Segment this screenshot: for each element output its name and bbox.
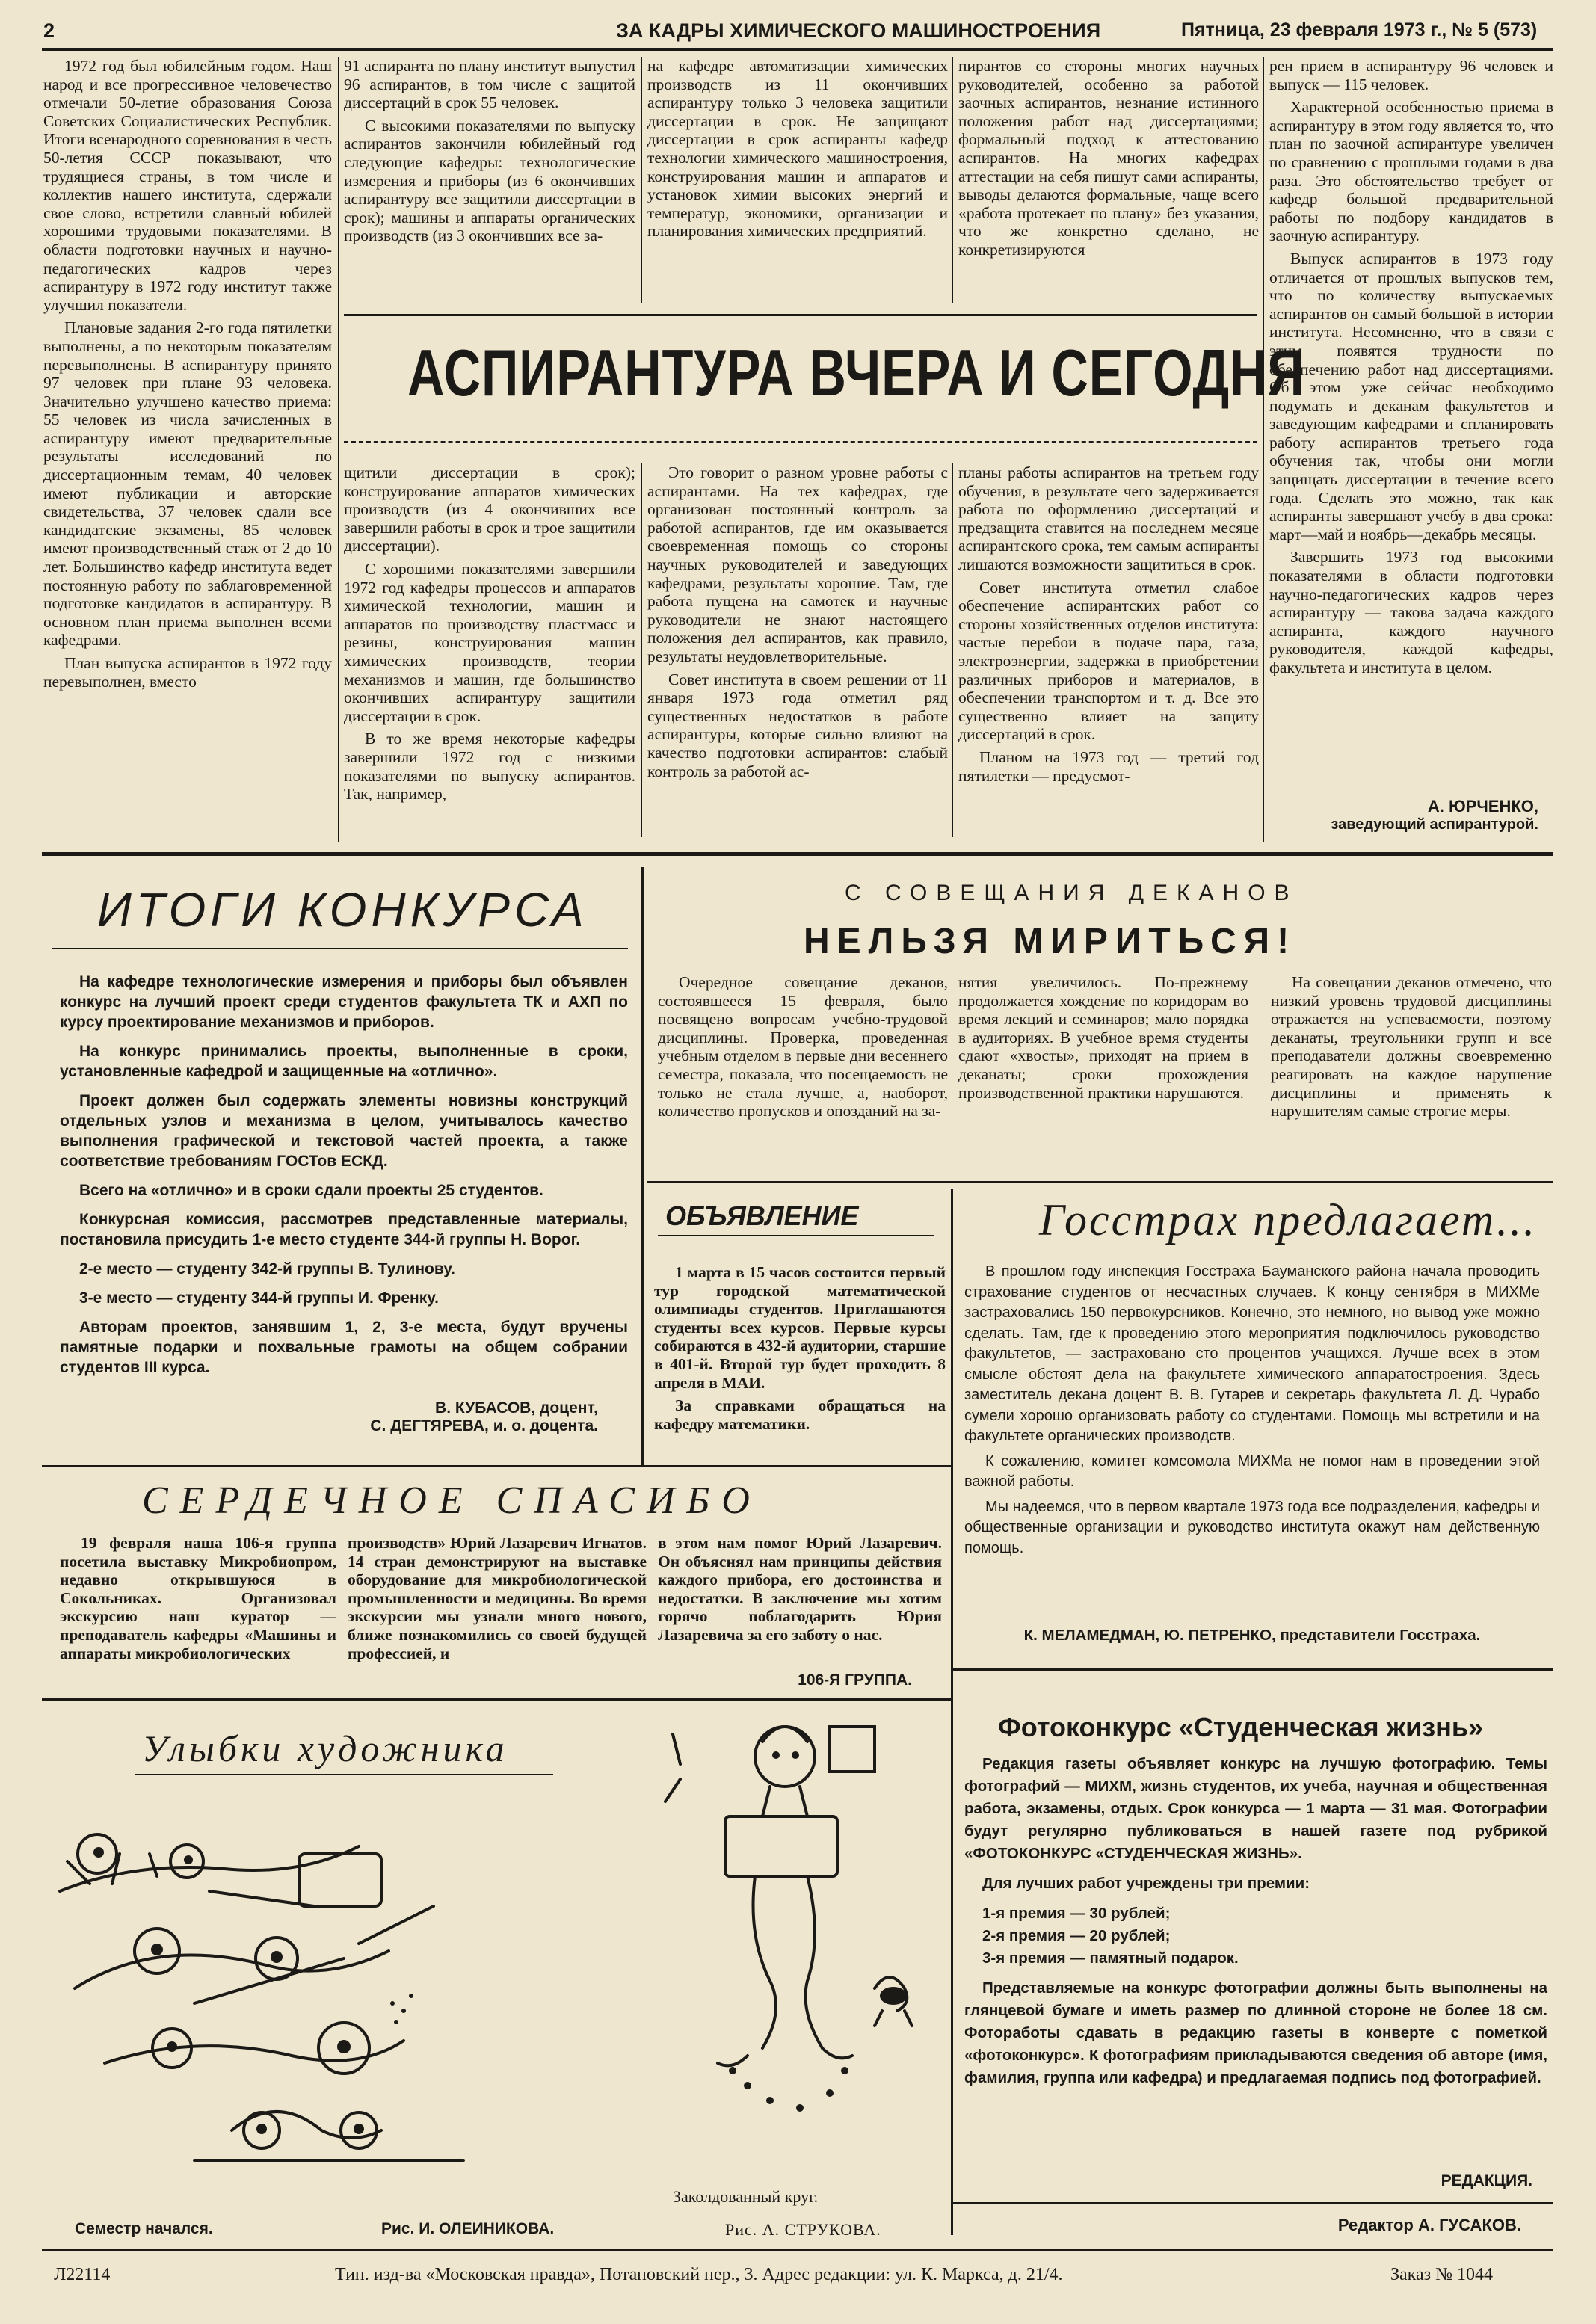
column-divider	[952, 57, 953, 303]
vertical-rule	[951, 1682, 953, 2235]
cartoons-title-rule	[135, 1774, 553, 1775]
dekany-col1: Очередное совещание деканов, состоявшееся 15 февраля, было посвящено вопросам учебно-трудовой дисциплины. Проверка, проведенная учебным отделом в первые дни весеннего семестра, показала, что посещаемость не только не стала лучше, а, наоборот, количество пропусков и опозданий на за-	[658, 973, 948, 1121]
konkurs-title: ИТОГИ КОНКУРСА	[97, 883, 588, 937]
caption-enchanted-circle: Заколдованный круг.	[673, 2187, 819, 2206]
column-divider	[641, 57, 642, 303]
title-rule-top	[344, 314, 1257, 316]
column-divider	[338, 57, 339, 842]
obyavlenie-text: 1 марта в 15 часов состоится первый тур городской математической олимпиады студентов. Приглашаются студенты всех курсов. Первые курсы собираются в 432-й аудитории, старшие в 401-й. Второй тур будет проходить 8 апреля в МАИ. За справками обращаться на кафедру математики.	[654, 1263, 946, 1433]
section-rule	[42, 852, 1553, 856]
column-divider	[1263, 57, 1264, 842]
aspirantura-col2-bottom: щитили диссертации в срок); конструирование аппаратов химических производств (из 4 окончивших все завершили работы в срок и трое защитили диссертации). С хорошими показателями завершили 1972 год кафедры процессов и аппаратов химической технологии, машин и аппаратов по производству пластмасс и резины, конструирования машин химических производств, теории механизмов и машин, где большинство окончивших аспирантуру защитили диссертации в срок. В то же время некоторые кафедры завершили 1972 год с низкими показателями по выпуску аспирантов. Так, например,	[344, 463, 635, 804]
vertical-rule	[641, 867, 644, 1465]
footer-code: Л22114	[54, 2265, 111, 2284]
dekany-col2: нятия увеличилось. По-прежнему продолжается хождение по коридорам во время лекций и семинаров; мало порядка в аудиториях. В учебное время студенты сдают «хвосты», приходят на прием в деканаты; сроки прохождения производственной практики нарушаются.	[958, 973, 1248, 1102]
column-divider	[641, 463, 642, 837]
page-header	[43, 13, 1553, 48]
spasibo-col2: производств» Юрий Лазаревич Игнатов. 14 стран демонстрируют на выставке оборудование для микробиологической промышленности и медицины. Во время экскурсии мы узнали много нового, ближе познакомились со своей будущей профессией, и	[348, 1534, 647, 1662]
fotokonkurs-signature: РЕДАКЦИЯ.	[1441, 2172, 1532, 2189]
aspirantura-col4-top: пирантов со стороны многих научных руководителей, особенно за работой заочных аспирантов, незнание истинного положения работ над диссертациями; формальный подход к аттестованию аспирантов. На многих кафедрах аттестации на себя пишут сами аспиранты, выводы делаются формальные, чаще всего «работа протекает по плану» без указания, что же конкретно сделано, не конкретизируются	[958, 57, 1259, 259]
section-rule	[42, 1465, 952, 1467]
gosstrakh-signature: К. МЕЛАМЕДМАН, Ю. ПЕТРЕНКО, представители Госстраха.	[1023, 1627, 1481, 1644]
author-strukova: Рис. А. СТРУКОВА.	[725, 2220, 881, 2239]
section-rule	[42, 1698, 952, 1701]
aspirantura-col2-top: 91 аспиранта по плану институт выпустил 96 аспирантов, в том числе с защитой диссертаций в срок 55 человек. С высокими показателями по выпуску аспирантов закончили юбилейный год следующие кафедры: технологические измерения и приборы (из 6 окончивших аспирантуру все защитили диссертации в срок); машины и аппараты органических производств (из 3 окончивших все за-	[344, 57, 635, 245]
caption-semester-started: Семестр начался.	[75, 2220, 213, 2237]
author-olejnikova: Рис. И. ОЛЕИНИКОВА.	[381, 2220, 555, 2237]
aspirantura-col5: рен прием в аспирантуру 96 человек и выпуск — 115 человек. Характерной особенностью приема в аспирантуру в этом году является то, что план по заочной аспирантуре увеличен по сравнению с прошлыми годами в два раза. Это обстоятельство требует от кафедр большой предварительной работы по подбору кандидатов в заочную аспирантуру. Выпуск аспирантов в 1973 году отличается от прошлых выпусков тем, что по количеству выпускаемых аспирантов он самый большой в истории института. Несомненно, что в связи с этим появятся трудности по обеспечению работ над диссертациями. Об этом уже сейчас необходимо подумать и деканам факультетов и заведующим кафедрами и спланировать работу аспирантов третьего года обучения так, чтобы они могли защищать диссертации в течение всего года. Сделать это можно, так как аспиранты завершают учебу в два срока: март—май и ноябрь—декабрь месяцы. Завершить 1973 год высокими показателями в области подготовки научно-педагогических кадров через аспирантуру — такова задача каждого аспиранта, каждого научного руководителя, каждой кафедры, факультета и института в целом.	[1269, 57, 1553, 676]
obyavlenie-rule	[658, 1235, 934, 1236]
footer-rule	[42, 2249, 1553, 2251]
column-divider	[952, 463, 953, 837]
gosstrakh-title: Госстрах предлагает...	[1039, 1195, 1537, 1245]
issue-date: Пятница, 23 февраля 1973 г., № 5 (573)	[1181, 19, 1538, 40]
spasibo-title: СЕРДЕЧНОЕ СПАСИБО	[142, 1479, 762, 1522]
page-number: 2	[43, 19, 55, 42]
konkurs-signature: В. КУБАСОВ, доцент, С. ДЕГТЯРЕВА, и. о. доцента.	[370, 1399, 598, 1434]
editor: Редактор А. ГУСАКОВ.	[1337, 2216, 1521, 2234]
konkurs-body: На кафедре технологические измерения и приборы был объявлен конкурс на лучший проект среди студентов факультета ТК и АХП по курсу проектирование механизмов и приборов. На конкурс принимались проекты, выполненные в сроки, установленные кафедрой и защищенные на «отлично». Проект должен был содержать элементы новизны конструкций отдельных узлов и механизма в целом, учитывалось качество выполнения графической и текстовой частей проекта, а также соответствие требованиям ГОСТов ЕСКД. Всего на «отлично» и в сроки сдали проекты 25 студентов. Конкурсная комиссия, рассмотрев представленные материалы, постановила присудить 1-е место студенте 344-й группы Н. Ворог. 2-е место — студенту 342-й группы В. Тулинову. 3-е место — студенту 344-й группы И. Френку. Авторам проектов, занявшим 1, 2, 3-е места, будут вручены памятные подарки и похвальные грамоты на общем собрании студентов III курса.	[60, 973, 628, 1376]
spasibo-col3: в этом нам помог Юрий Лазаревич. Он объяснял нам принципы действия каждого прибора, его достоинства и недостатки. В заключение мы хотим горячо поблагодарить Юрия Лазаревича за его заботу о нас.	[658, 1534, 942, 1644]
aspirantura-col1: 1972 год был юбилейным годом. Наш народ и все прогрессивное человечество отмечали 50-летие образования Союза Советских Социалистических Республик. Итоги всенародного соревнования в честь 50-летия СССР показывают, что трудящиеся страны, в том числе и коллектив нашего института, сдержали свое слово, встретили славный юбилей хорошими трудовыми показателями. В области подготовки научных и научно-педагогических кадров через аспирантуру в 1972 году институт также улучшил показатели. Плановые задания 2-го года пятилетки выполнены, а по некоторым показателям перевыполнены. В аспирантуру принято 97 человек при плане 93 человека. Значительно улучшено качество приема: 55 человек из числа зачисленных в аспирантуру имеют предварительные результаты исследований по диссертационным темам, 40 человек имеют публикации и авторские свидетельства, 37 человек сдали все кандидатские экзамены, 85 человек имеют производственный стаж от 2 до 10 лет. Большинство кафедр института ведет постоянную работу по заблаговременной подготовке кандидатов в аспирантуру. В основном план приема выполнен всеми кафедрами. План выпуска аспирантов в 1972 году перевыполнен, вместо	[43, 57, 332, 691]
newspaper-title: ЗА КАДРЫ ХИМИЧЕСКОГО МАШИНОСТРОЕНИЯ	[616, 19, 1101, 42]
aspirantura-col3-top: на кафедре автоматизации химических производств из 11 окончивших аспирантуру только 3 человека защитили диссертации в срок. Не защищают диссертации в срок аспиранты кафедр технологии химического машиностроения, конструирования машин и аппаратов и установок химии высоких энергий и температур, экономики, организации и планирования химических предприятий.	[647, 57, 948, 241]
header-rule	[42, 48, 1553, 51]
aspirantura-col3-bottom: Это говорит о разном уровне работы с аспирантами. На тех кафедрах, где организован постоянный контроль за работой аспирантов, где им оказывается своевременная помощь со стороны научных руководителей и заведующих кафедрами, результаты хорошие. Там, где работа пущена на самотек и научные руководители не знают настоящего положения дел аспирантов, как правило, результаты неудовлетворительные. Совет института в своем решении от 11 января 1973 года отметил ряд существенных недостатков в работе аспирантуры, которые сильно влияют на качество подготовки аспирантов: слабый контроль за работой ас-	[647, 463, 948, 780]
footer-printer: Тип. изд-ва «Московская правда», Потаповский пер., 3. Адрес редакции: ул. К. Маркса, д. 21/4.	[335, 2265, 1063, 2284]
dekany-kicker: С СОВЕЩАНИЯ ДЕКАНОВ	[845, 881, 1298, 905]
konkurs-title-rule	[52, 948, 628, 949]
fotokonkurs-title: Фотоконкурс «Студенческая жизнь»	[998, 1712, 1484, 1742]
fotokonkurs-body: Редакция газеты объявляет конкурс на лучшую фотографию. Темы фотографий — МИХМ, жизнь студентов, их учеба, научная и общественная работа, экзамены, отдых. Срок конкурса — 1 марта — 31 мая. Фотографии будут регулярно публиковаться в нашей газете под рубрикой «ФОТОКОНКУРС «СТУДЕНЧЕСКАЯ ЖИЗНЬ». Для лучших работ учреждены три премии: 1-я премия — 30 рублей; 2-я премия — 20 рублей; 3-я премия — памятный подарок. Представляемые на конкурс фотографии должны быть выполнены на глянцевой бумаге и иметь размер по длинной стороне не более 18 см. Фотоработы сдавать в редакцию газеты в конверте с пометкой «фотоконкурс». К фотографиям прикладываются сведения об авторе (имя, фамилия, группа или кафедра) и предлагаемая подпись под фотографией.	[964, 1755, 1547, 2086]
section-rule	[951, 2202, 1553, 2204]
gosstrakh-body: В прошлом году инспекция Госстраха Бауманского района начала проводить страхование студентов от несчастных случаев. К концу сентября в МИХМе застраховались 150 первокурсников. Конечно, это немного, но вывод уже можно сделать. Там, где к проведению этого мероприятия подключилось руководство факультетов, — застраховано сто процентов учащихся. Лучше всех в этом смысле обстоят дела на факультете химического аппаратостроения. Здесь заместитель декана доцент В. В. Гутарев и секретарь факультета Л. Д. Чурабо сумели хорошо организовать работу со студентами. Помощь мы встретили и на факультете органических производств. К сожалению, комитет комсомола МИХМа не помог нам в проведении этой важной работы. Мы надеемся, что в первом квартале 1973 года все подразделения, кафедры и общественные организации и руководство института окажут нам действенную помощь.	[964, 1263, 1540, 1556]
cartoons-title: Улыбки художника	[142, 1727, 508, 1769]
obyavlenie-title: ОБЪЯВЛЕНИЕ	[665, 1200, 859, 1231]
vertical-rule	[951, 1189, 953, 1682]
aspirantura-title: АСПИРАНТУРА ВЧЕРА И СЕГОДНЯ	[407, 336, 1305, 410]
cartoon-enchanted-circle	[658, 1712, 942, 2160]
dekany-title: НЕЛЬЗЯ МИРИТЬСЯ!	[804, 922, 1297, 961]
spasibo-col1: 19 февраля наша 106-я группа посетила выставку Микробиопром, недавно открывшуюся в Сокольниках. Организовал экскурсию наш куратор — преподаватель кафедры «Машины и аппараты микробиологических	[60, 1534, 336, 1662]
title-rule-bottom	[344, 441, 1257, 444]
aspirantura-col4-bottom: планы работы аспирантов на третьем году обучения, в результате чего задерживается работа по оформлению диссертаций и предзащита ставится на последнем месяце аспирантского срока, тем самым аспиранты лишаются возможности защититься в срок. Совет института отметил слабое обеспечение аспирантских работ со стороны хозяйственных отделов института: частые перебои в подаче пара, газа, электроэнергии, задержка в приобретении различных приборов и материалов, в обеспечении транспортом и т. д. Все это существенно влияет на защиту диссертаций в срок. Планом на 1973 год — третий год пятилетки — предусмот-	[958, 463, 1259, 785]
section-rule	[647, 1181, 1553, 1183]
spasibo-signature: 106-Я ГРУППА.	[798, 1671, 912, 1689]
dekany-col3: На совещании деканов отмечено, что низкий уровень трудовой дисциплины отражается на успеваемости, поэтому деканаты, треугольники групп и все преподаватели должны своевременно реагировать на каждое нарушение дисциплины и применять к нарушителям самые строгие меры.	[1271, 973, 1552, 1121]
footer-order: Заказ № 1044	[1390, 2265, 1494, 2284]
aspirantura-signature: А. ЮРЧЕНКО, заведующий аспирантурой.	[1331, 797, 1538, 833]
cartoon-semester-started	[45, 1779, 643, 2213]
section-rule	[951, 1668, 1553, 1671]
